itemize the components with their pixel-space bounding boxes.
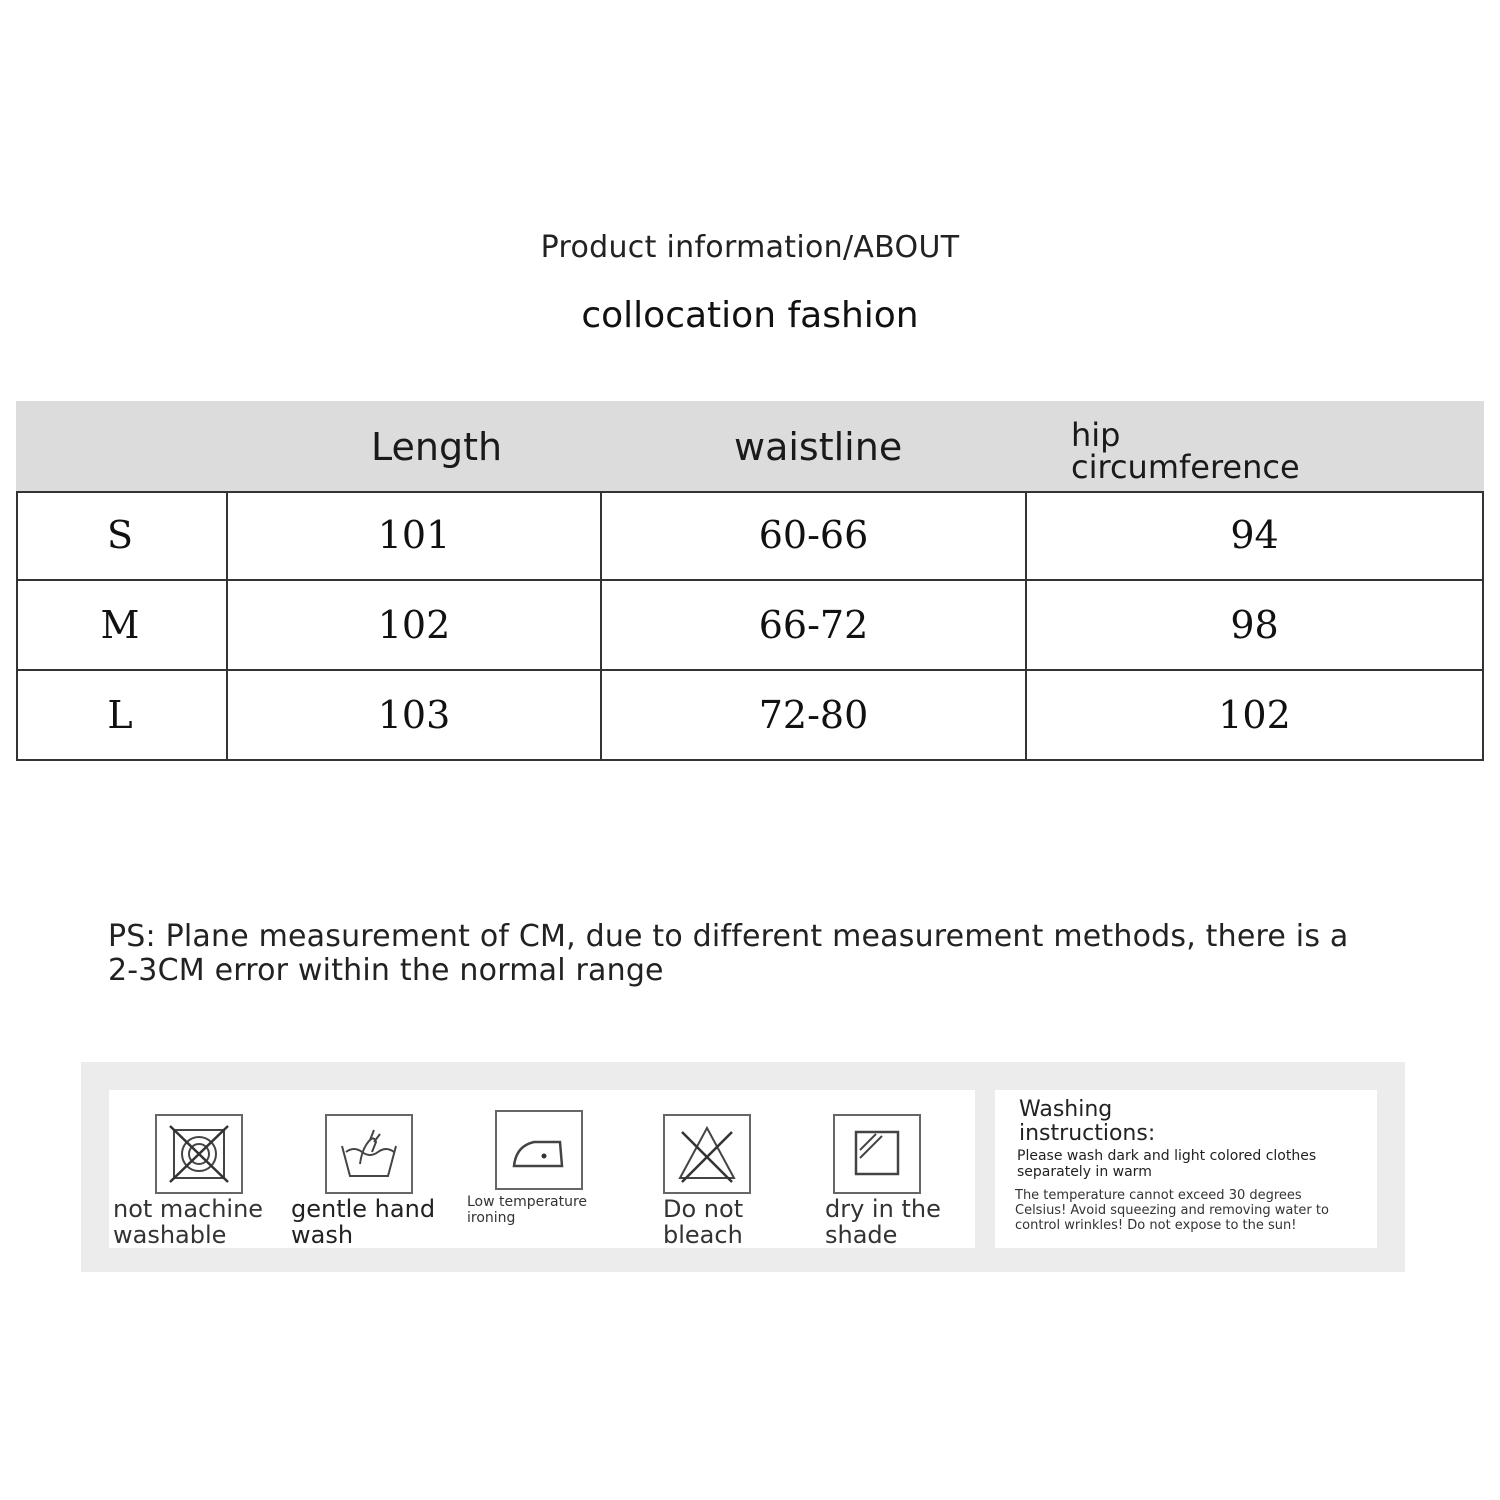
table-row — [16, 491, 1484, 581]
table-body — [16, 491, 1484, 761]
size-cell: M — [16, 581, 228, 671]
care-item-dry-in-shade — [801, 1090, 971, 1248]
size-cell: L — [16, 671, 228, 761]
care-label: Low temperature ironing — [467, 1194, 588, 1226]
low-temp-iron-icon — [495, 1110, 583, 1190]
washing-text: Please wash dark and light colored clothes separately in warm — [1017, 1148, 1317, 1180]
hand-wash-icon — [325, 1114, 413, 1194]
measurement-note: PS: Plane measurement of CM, due to different measurement methods, there is a 2-3CM error within the normal range — [108, 919, 1349, 988]
dry-in-shade-icon — [833, 1114, 921, 1194]
waistline-cell: 60-66 — [602, 491, 1027, 581]
care-item-no-bleach — [633, 1090, 803, 1248]
care-item-no-machine-wash — [111, 1090, 281, 1248]
table-header — [16, 401, 1484, 493]
page-title: Product information/ABOUT — [540, 230, 960, 265]
hip-cell: 102 — [1027, 671, 1484, 761]
page-subtitle: collocation fashion — [581, 295, 919, 336]
care-item-hand-wash — [291, 1090, 461, 1248]
care-label: gentle hand wash — [291, 1195, 436, 1249]
column-header-waistline: waistline — [734, 425, 903, 469]
no-machine-wash-icon — [155, 1114, 243, 1194]
size-table — [16, 401, 1484, 761]
column-header-length: Length — [371, 425, 503, 469]
washing-title: Washing instructions: — [1019, 1097, 1156, 1146]
care-label: dry in the shade — [825, 1195, 941, 1249]
care-icons-box — [109, 1090, 975, 1248]
care-item-low-temp-iron — [463, 1090, 633, 1248]
hip-cell: 98 — [1027, 581, 1484, 671]
length-cell: 102 — [228, 581, 602, 671]
hip-cell: 94 — [1027, 491, 1484, 581]
size-cell: S — [16, 491, 228, 581]
waistline-cell: 72-80 — [602, 671, 1027, 761]
length-cell: 101 — [228, 491, 602, 581]
care-panel — [81, 1062, 1405, 1272]
waistline-cell: 66-72 — [602, 581, 1027, 671]
care-label: not machine washable — [113, 1195, 264, 1249]
care-label: Do not bleach — [663, 1195, 744, 1249]
washing-instructions-box — [995, 1090, 1377, 1248]
table-row — [16, 581, 1484, 671]
column-header-hip: hip circumference — [1071, 416, 1300, 486]
no-bleach-icon — [663, 1114, 751, 1194]
length-cell: 103 — [228, 671, 602, 761]
table-row — [16, 671, 1484, 761]
washing-text-detail: The temperature cannot exceed 30 degrees Celsius! Avoid squeezing and removing water to control wrinkles! Do not expose to the sun! — [1015, 1188, 1329, 1233]
